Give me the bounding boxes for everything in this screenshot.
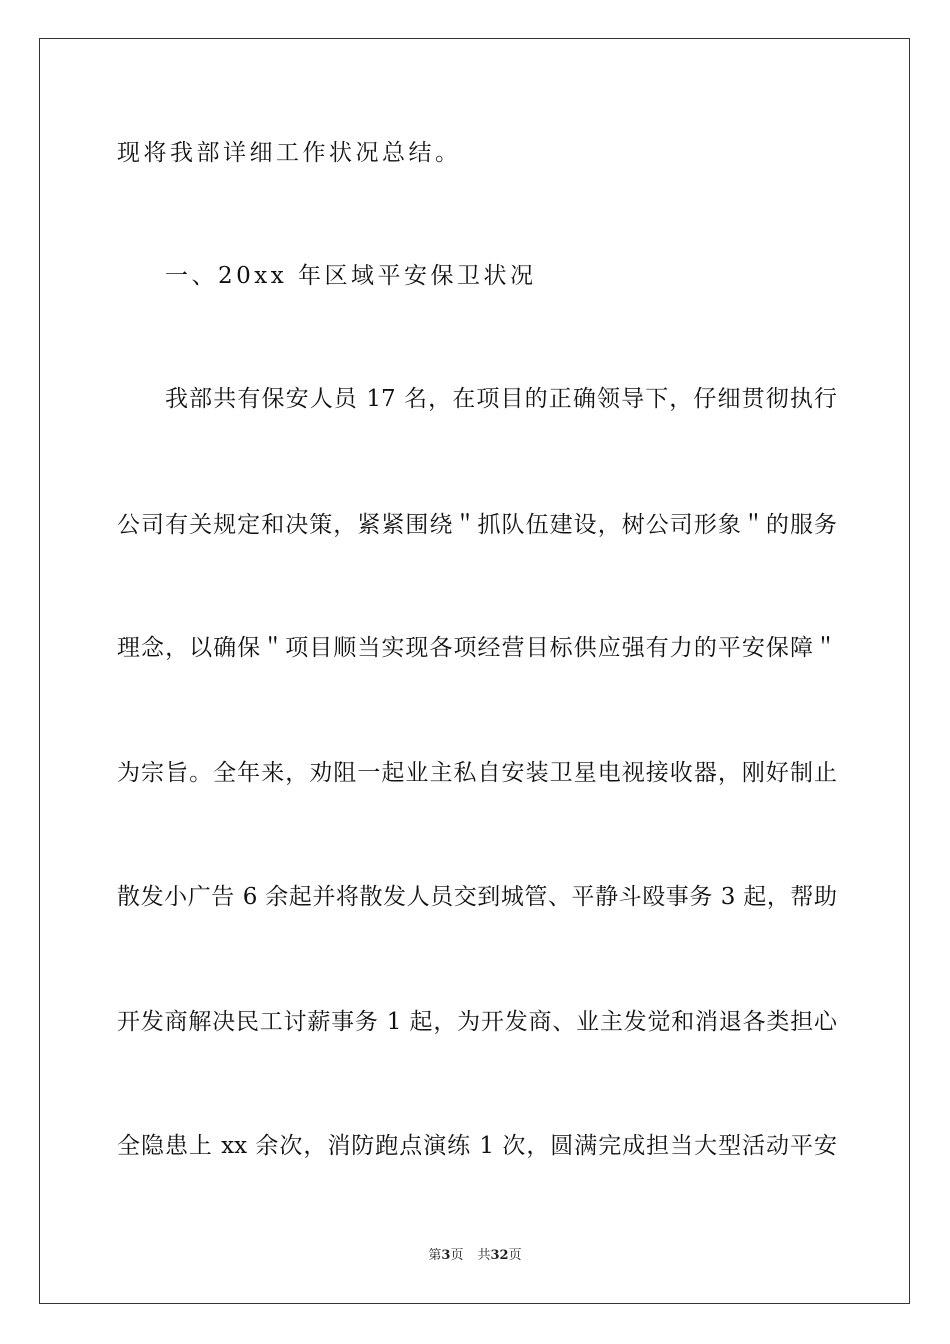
text-line-closing-summary: 现将我部详细工作状况总结。 [117, 140, 462, 166]
text-line: 散发小广告 6 余起并将散发人员交到城管、平静斗殴事务 3 起，帮助 [117, 884, 837, 910]
page-label-prefix: 第 [428, 1248, 442, 1263]
page-footer [0, 1247, 950, 1265]
current-page-number: 3 [441, 1248, 451, 1263]
text-line: 理念，以确保＂项目顺当实现各项经营目标供应强有力的平安保障＂ [117, 635, 837, 661]
total-label-prefix: 共 [477, 1248, 491, 1263]
page-label-suffix: 页 [450, 1248, 464, 1263]
total-page-count: 32 [490, 1248, 509, 1263]
page-border [39, 38, 910, 1304]
text-line: 公司有关规定和决策，紧紧围绕＂抓队伍建设，树公司形象＂的服务 [117, 512, 837, 538]
total-label-suffix: 页 [508, 1248, 522, 1263]
text-line: 全隐患上 xx 余次，消防跑点演练 1 次，圆满完成担当大型活动平安 [117, 1133, 837, 1159]
text-line: 开发商解决民工讨薪事务 1 起，为开发商、业主发觉和消退各类担心 [117, 1009, 837, 1035]
text-line: 为宗旨。全年来，劝阻一起业主私自安装卫星电视接收器，刚好制止 [117, 760, 837, 786]
section-heading: 一、20xx 年区域平安保卫状况 [165, 263, 537, 289]
text-line: 我部共有保安人员 17 名，在项目的正确领导下，仔细贯彻执行 [165, 386, 837, 412]
